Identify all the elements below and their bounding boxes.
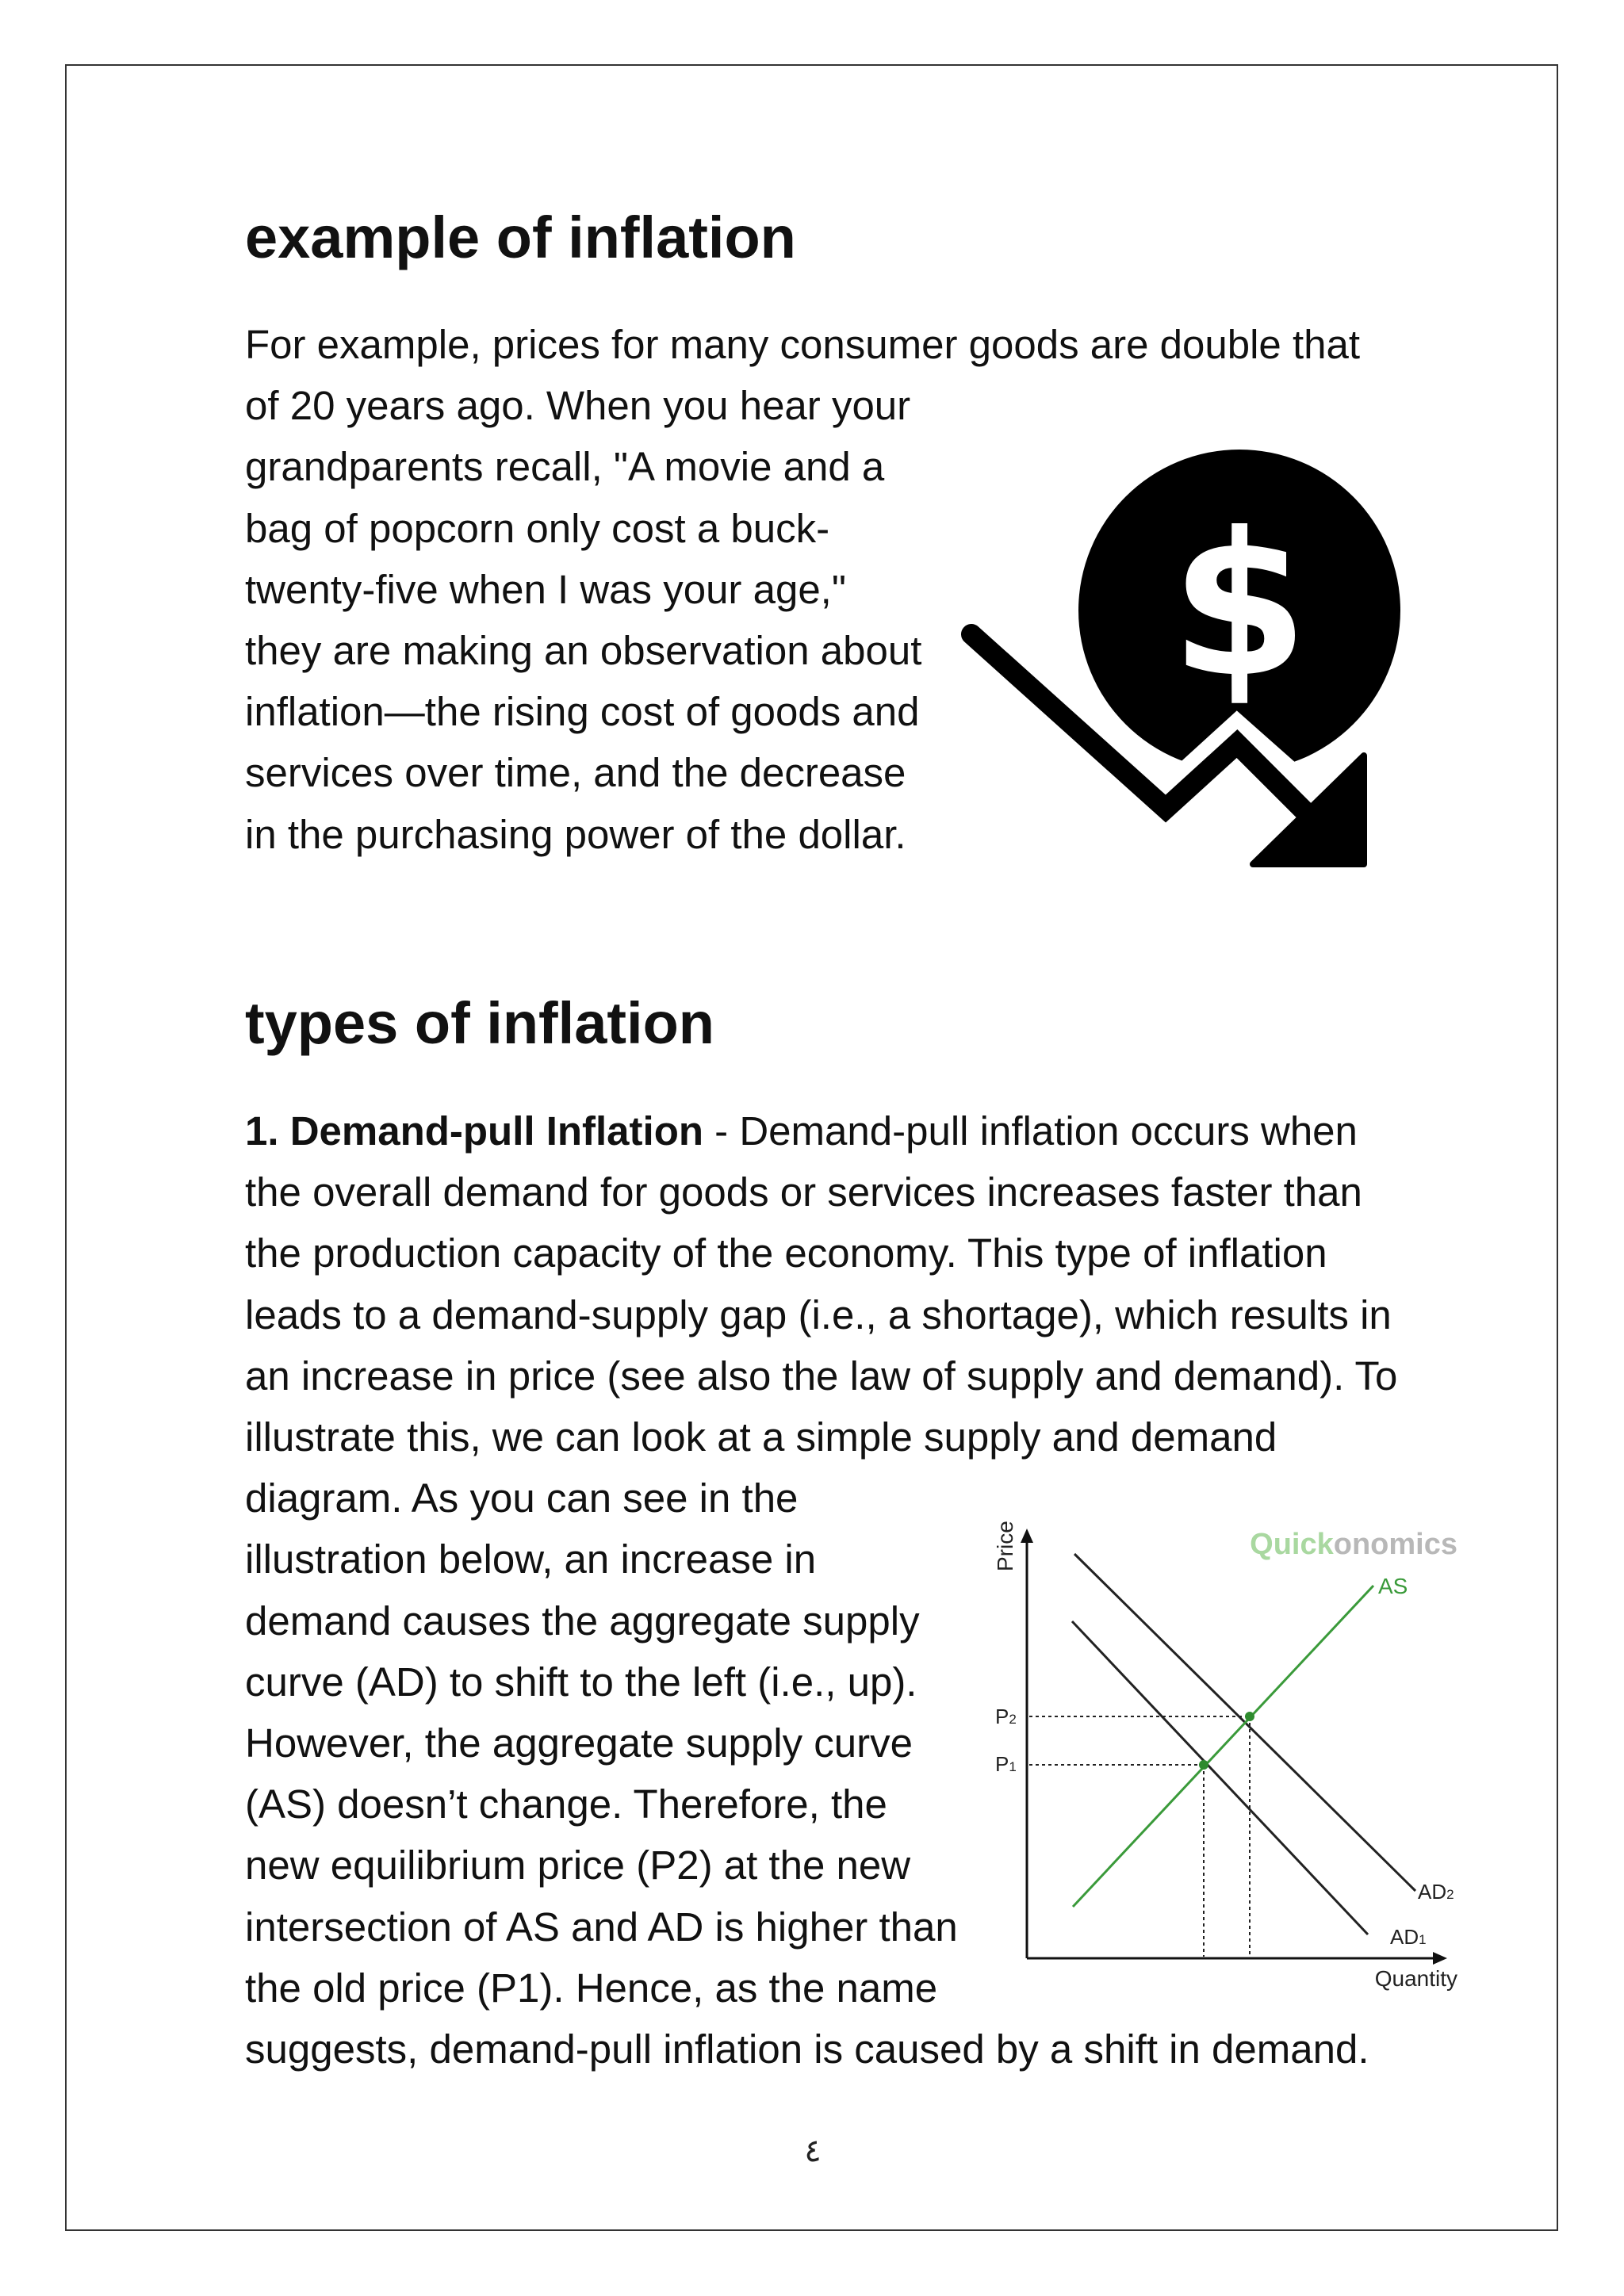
paragraph-line: For example, prices for many consumer goods are double that — [245, 322, 1361, 367]
paragraph-line: an increase in price (see also the law of supply and demand). To — [245, 1353, 1398, 1399]
p2-label: P2 — [995, 1705, 1017, 1728]
paragraph-line: suggests, demand-pull inflation is caused by a shift in demand. — [245, 2026, 1369, 2072]
paragraph-line: diagram. As you can see in the — [245, 1475, 799, 1521]
paragraph-line: of 20 years ago. When you hear your — [245, 383, 911, 429]
ad1-label: AD1 — [1390, 1925, 1427, 1949]
paragraph-line: the overall demand for goods or services increases faster than — [245, 1169, 1362, 1215]
paragraph-line: illustrate this, we can look at a simple supply and demand — [245, 1414, 1277, 1460]
paragraph-line: However, the aggregate supply curve — [245, 1720, 913, 1766]
supply-demand-diagram — [983, 1506, 1459, 2006]
paragraph-line: grandparents recall, "A movie and a — [245, 444, 885, 490]
quickonomics-watermark: Quickonomics — [1250, 1528, 1457, 1561]
paragraph-line: inflation—the rising cost of goods and — [245, 689, 920, 735]
y-axis-arrow — [1021, 1529, 1033, 1543]
paragraph-line: new equilibrium price (P2) at the new — [245, 1843, 911, 1888]
paragraph-line: services over time, and the decrease — [245, 750, 906, 796]
demand-pull-title: 1. Demand-pull Inflation — [245, 1108, 704, 1154]
section-heading-example: example of inflation — [245, 205, 796, 270]
paragraph-line: leads to a demand-supply gap (i.e., a shortage), which results in — [245, 1292, 1392, 1337]
x-axis-arrow — [1433, 1952, 1447, 1965]
p1-label: P1 — [995, 1752, 1017, 1776]
y-axis-label: Price — [993, 1521, 1017, 1571]
paragraph-line — [245, 1100, 1397, 1161]
equilibrium-point-2 — [1245, 1712, 1254, 1721]
paragraph-line: bag of popcorn only cost a buck- — [245, 505, 830, 551]
page-number: ٤ — [804, 2133, 822, 2168]
paragraph-line: the production capacity of the economy. This type of inflation — [245, 1230, 1327, 1276]
paragraph-line: illustration below, an increase in — [245, 1536, 817, 1582]
paragraph-line: (AS) doesn’t change. Therefore, the — [245, 1781, 887, 1827]
as-label: AS — [1378, 1574, 1408, 1598]
section-heading-types: types of inflation — [245, 990, 714, 1056]
paragraph-text: - Demand-pull inflation occurs when — [703, 1108, 1358, 1154]
paragraph-line: the old price (P1). Hence, as the name — [245, 1965, 938, 2011]
ad2-label: AD2 — [1418, 1880, 1454, 1904]
ad1-curve — [1072, 1621, 1368, 1934]
paragraph-line: they are making an observation about — [245, 628, 922, 674]
paragraph-line: intersection of AS and AD is higher than — [245, 1904, 958, 1950]
as-curve — [1073, 1586, 1373, 1907]
x-axis-label: Quantity — [1374, 1966, 1457, 1991]
paragraph-line: curve (AD) to shift to the left (i.e., up). — [245, 1659, 917, 1705]
dollar-down-trend-icon — [956, 444, 1408, 880]
equilibrium-point-1 — [1199, 1760, 1208, 1770]
svg-text:$: $ — [1170, 490, 1308, 721]
paragraph-line: twenty-five when I was your age," — [245, 566, 846, 612]
paragraph-line: in the purchasing power of the dollar. — [245, 811, 906, 857]
paragraph-line: demand causes the aggregate supply — [245, 1598, 920, 1644]
